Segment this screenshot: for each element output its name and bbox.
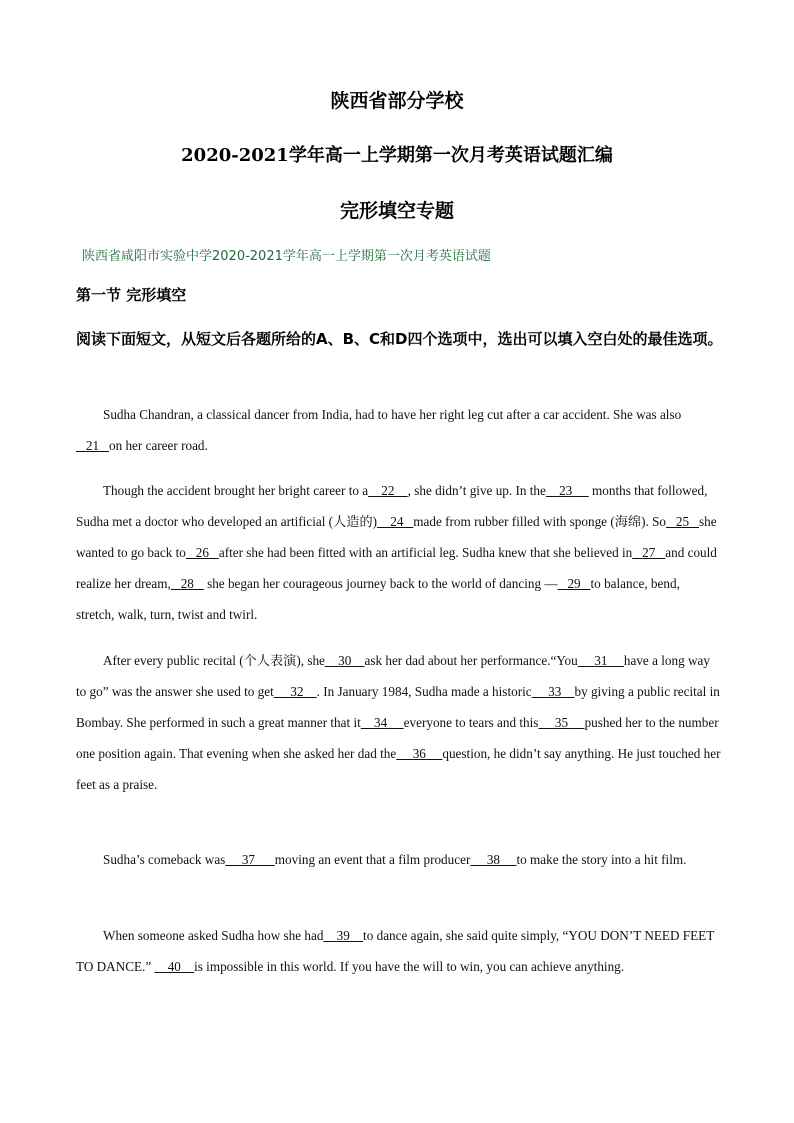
passage-text: , she didn’t give up. In the: [407, 483, 546, 498]
blank-35: 35: [554, 715, 569, 730]
passage-text: to balance, bend, stretch, walk, turn, twist and twirl.: [76, 576, 680, 622]
blank-36: 36: [412, 746, 426, 761]
passage-text: Though the accident brought her bright career to a: [103, 483, 369, 498]
passage-text: Sudha’s comeback was: [103, 852, 226, 867]
blank-24: 24: [390, 514, 404, 529]
passage-text: by giving a public recital in Bombay. She performed in such a great manner that it: [76, 684, 720, 730]
passage-text: she wanted to go back to: [76, 514, 717, 560]
exam-title: 2020-2021学年高一上学期第一次月考英语试题汇编: [181, 145, 613, 166]
blank-37: 37: [241, 852, 255, 867]
blank-21: 21: [85, 438, 100, 453]
passage-text: everyone to tears and this: [403, 715, 539, 730]
blank-27: 27: [642, 545, 656, 560]
passage-text: have a long way to go” was the answer she used to get: [76, 653, 710, 699]
passage-text: When someone asked Sudha how she had: [103, 928, 324, 943]
blank-39: 39: [336, 928, 350, 943]
blank-33: 33: [548, 684, 562, 699]
topic-title: 完形填空专题: [339, 200, 454, 222]
section-heading: 第一节 完形填空: [76, 286, 187, 304]
blank-29: 29: [567, 576, 581, 591]
passage-text: pushed her to the number one position again. That evening when she asked her dad the: [76, 715, 719, 761]
passage-text: moving an event that a film producer: [274, 852, 471, 867]
blank-32: 32: [290, 684, 304, 699]
passage-text: . In January 1984, Sudha made a historic: [316, 684, 532, 699]
blank-38: 38: [486, 852, 501, 867]
passage-text: on her career road.: [108, 438, 208, 453]
blank-25: 25: [675, 514, 690, 529]
blank-40: 40: [167, 959, 181, 974]
source-line: 陕西省咸阳市实验中学2020-2021学年高一上学期第一次月考英语试题: [82, 249, 491, 264]
blank-31: 31: [594, 653, 608, 668]
passage-text: after she had been fitted with an artificial leg. Sudha knew that she believed in: [218, 545, 633, 560]
passage-text: Sudha Chandran, a classical dancer from India, had to have her right leg cut after a car accident. She was also: [103, 407, 682, 422]
passage-text: is impossible in this world. If you have the will to win, you can achieve anything.: [194, 959, 625, 974]
passage-text: months that followed, Sudha met a doctor who developed an artificial (人造的): [76, 483, 708, 529]
passage-text: and could realize her dream,: [76, 545, 717, 591]
passage-text: she began her courageous journey back to the world of dancing —: [207, 576, 558, 591]
passage-paragraph-3: [76, 645, 721, 800]
passage-paragraph-1: [76, 399, 721, 461]
page-title: 陕西省部分学校: [330, 90, 464, 112]
blank-26: 26: [195, 545, 209, 560]
passage-paragraph-4: [76, 844, 721, 875]
passage-text: to make the story into a hit film.: [516, 852, 687, 867]
instructions: 阅读下面短文，从短文后各题所给的A、B、C和D四个选项中，选出可以填入空白处的最佳选项。: [76, 330, 723, 348]
passage-text: After every public recital (个人表演), she: [103, 653, 325, 668]
passage-paragraph-5: [76, 920, 721, 982]
blank-30: 30: [338, 653, 352, 668]
passage-paragraph-2: [76, 475, 721, 630]
blank-28: 28: [180, 576, 194, 591]
passage-text: to dance again, she said quite simply, “YOU DON’T NEED FEET TO DANCE.”: [76, 928, 715, 974]
blank-23: 23: [559, 483, 573, 498]
blank-34: 34: [373, 715, 388, 730]
passage-text: question, he didn’t say anything. He just touched her feet as a praise.: [76, 746, 721, 792]
passage-text: ask her dad about her performance.“You: [364, 653, 578, 668]
passage-text: made from rubber filled with sponge (海绵). So: [413, 514, 667, 529]
blank-22: 22: [381, 483, 395, 498]
